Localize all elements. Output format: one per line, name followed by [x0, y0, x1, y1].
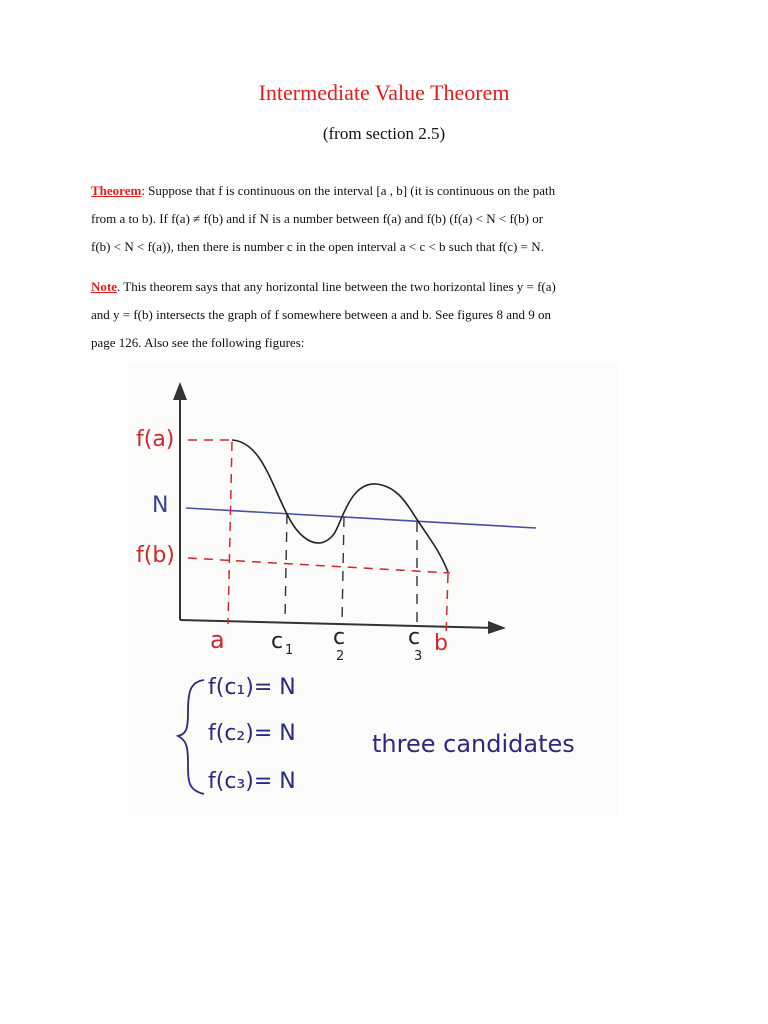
label-a: a	[210, 626, 225, 654]
note-keyword: Note	[91, 279, 117, 294]
a-drop-line	[228, 442, 232, 624]
label-n: N	[152, 493, 169, 518]
theorem-line-1-text: : Suppose that f is continuous on the interval [a , b] (it is continuous on the path	[141, 183, 556, 198]
label-c2-sub: 2	[336, 649, 345, 664]
note-line-2: and y = f(b) intersects the graph of f somewhere between a and b. See figures 8 and 9 on	[91, 307, 552, 322]
theorem-line-2: from a to b). If f(a) ≠ f(b) and if N is a number between f(a) and f(b) (f(a) < N < f(b) or	[91, 211, 544, 226]
label-c3: c	[408, 625, 421, 650]
theorem-line-3: f(b) < N < f(a)), then there is number c in the open interval a < c < b such that f(c) = N.	[91, 239, 544, 254]
equation-c2: f(c₂)= N	[208, 721, 296, 746]
page-subtitle: (from section 2.5)	[322, 124, 446, 143]
y-axis-arrow-icon	[173, 382, 187, 400]
theorem-paragraph	[91, 177, 651, 261]
page-title: Intermediate Value Theorem	[258, 80, 510, 105]
theorem-line-1	[91, 177, 651, 205]
theorem-keyword: Theorem	[91, 183, 142, 198]
note-line-3: page 126. Also see the following figures:	[91, 335, 305, 350]
ivt-figure	[128, 362, 618, 817]
label-c2: c	[333, 625, 346, 650]
brace-icon	[178, 680, 204, 794]
annotation-three-candidates: three candidates	[372, 730, 575, 758]
equation-c1: f(c₁)= N	[208, 675, 296, 700]
c2-drop-line	[342, 517, 344, 624]
label-b: b	[434, 631, 448, 656]
fb-guide	[188, 558, 450, 573]
c1-drop-line	[285, 514, 287, 620]
note-line-1	[91, 273, 651, 301]
label-c1: c	[271, 629, 284, 654]
label-c1-sub: 1	[285, 643, 294, 658]
n-line	[186, 508, 536, 528]
note-paragraph	[91, 273, 651, 357]
function-curve	[232, 440, 448, 572]
label-fb: f(b)	[136, 543, 175, 568]
label-c3-sub: 3	[414, 649, 423, 664]
equation-c3: f(c₃)= N	[208, 769, 296, 794]
x-axis-arrow-icon	[488, 621, 506, 634]
note-line-1-text: . This theorem says that any horizontal line between the two horizontal lines y = f(a)	[117, 279, 556, 294]
ivt-sketch	[128, 362, 618, 817]
label-fa: f(a)	[136, 427, 175, 452]
